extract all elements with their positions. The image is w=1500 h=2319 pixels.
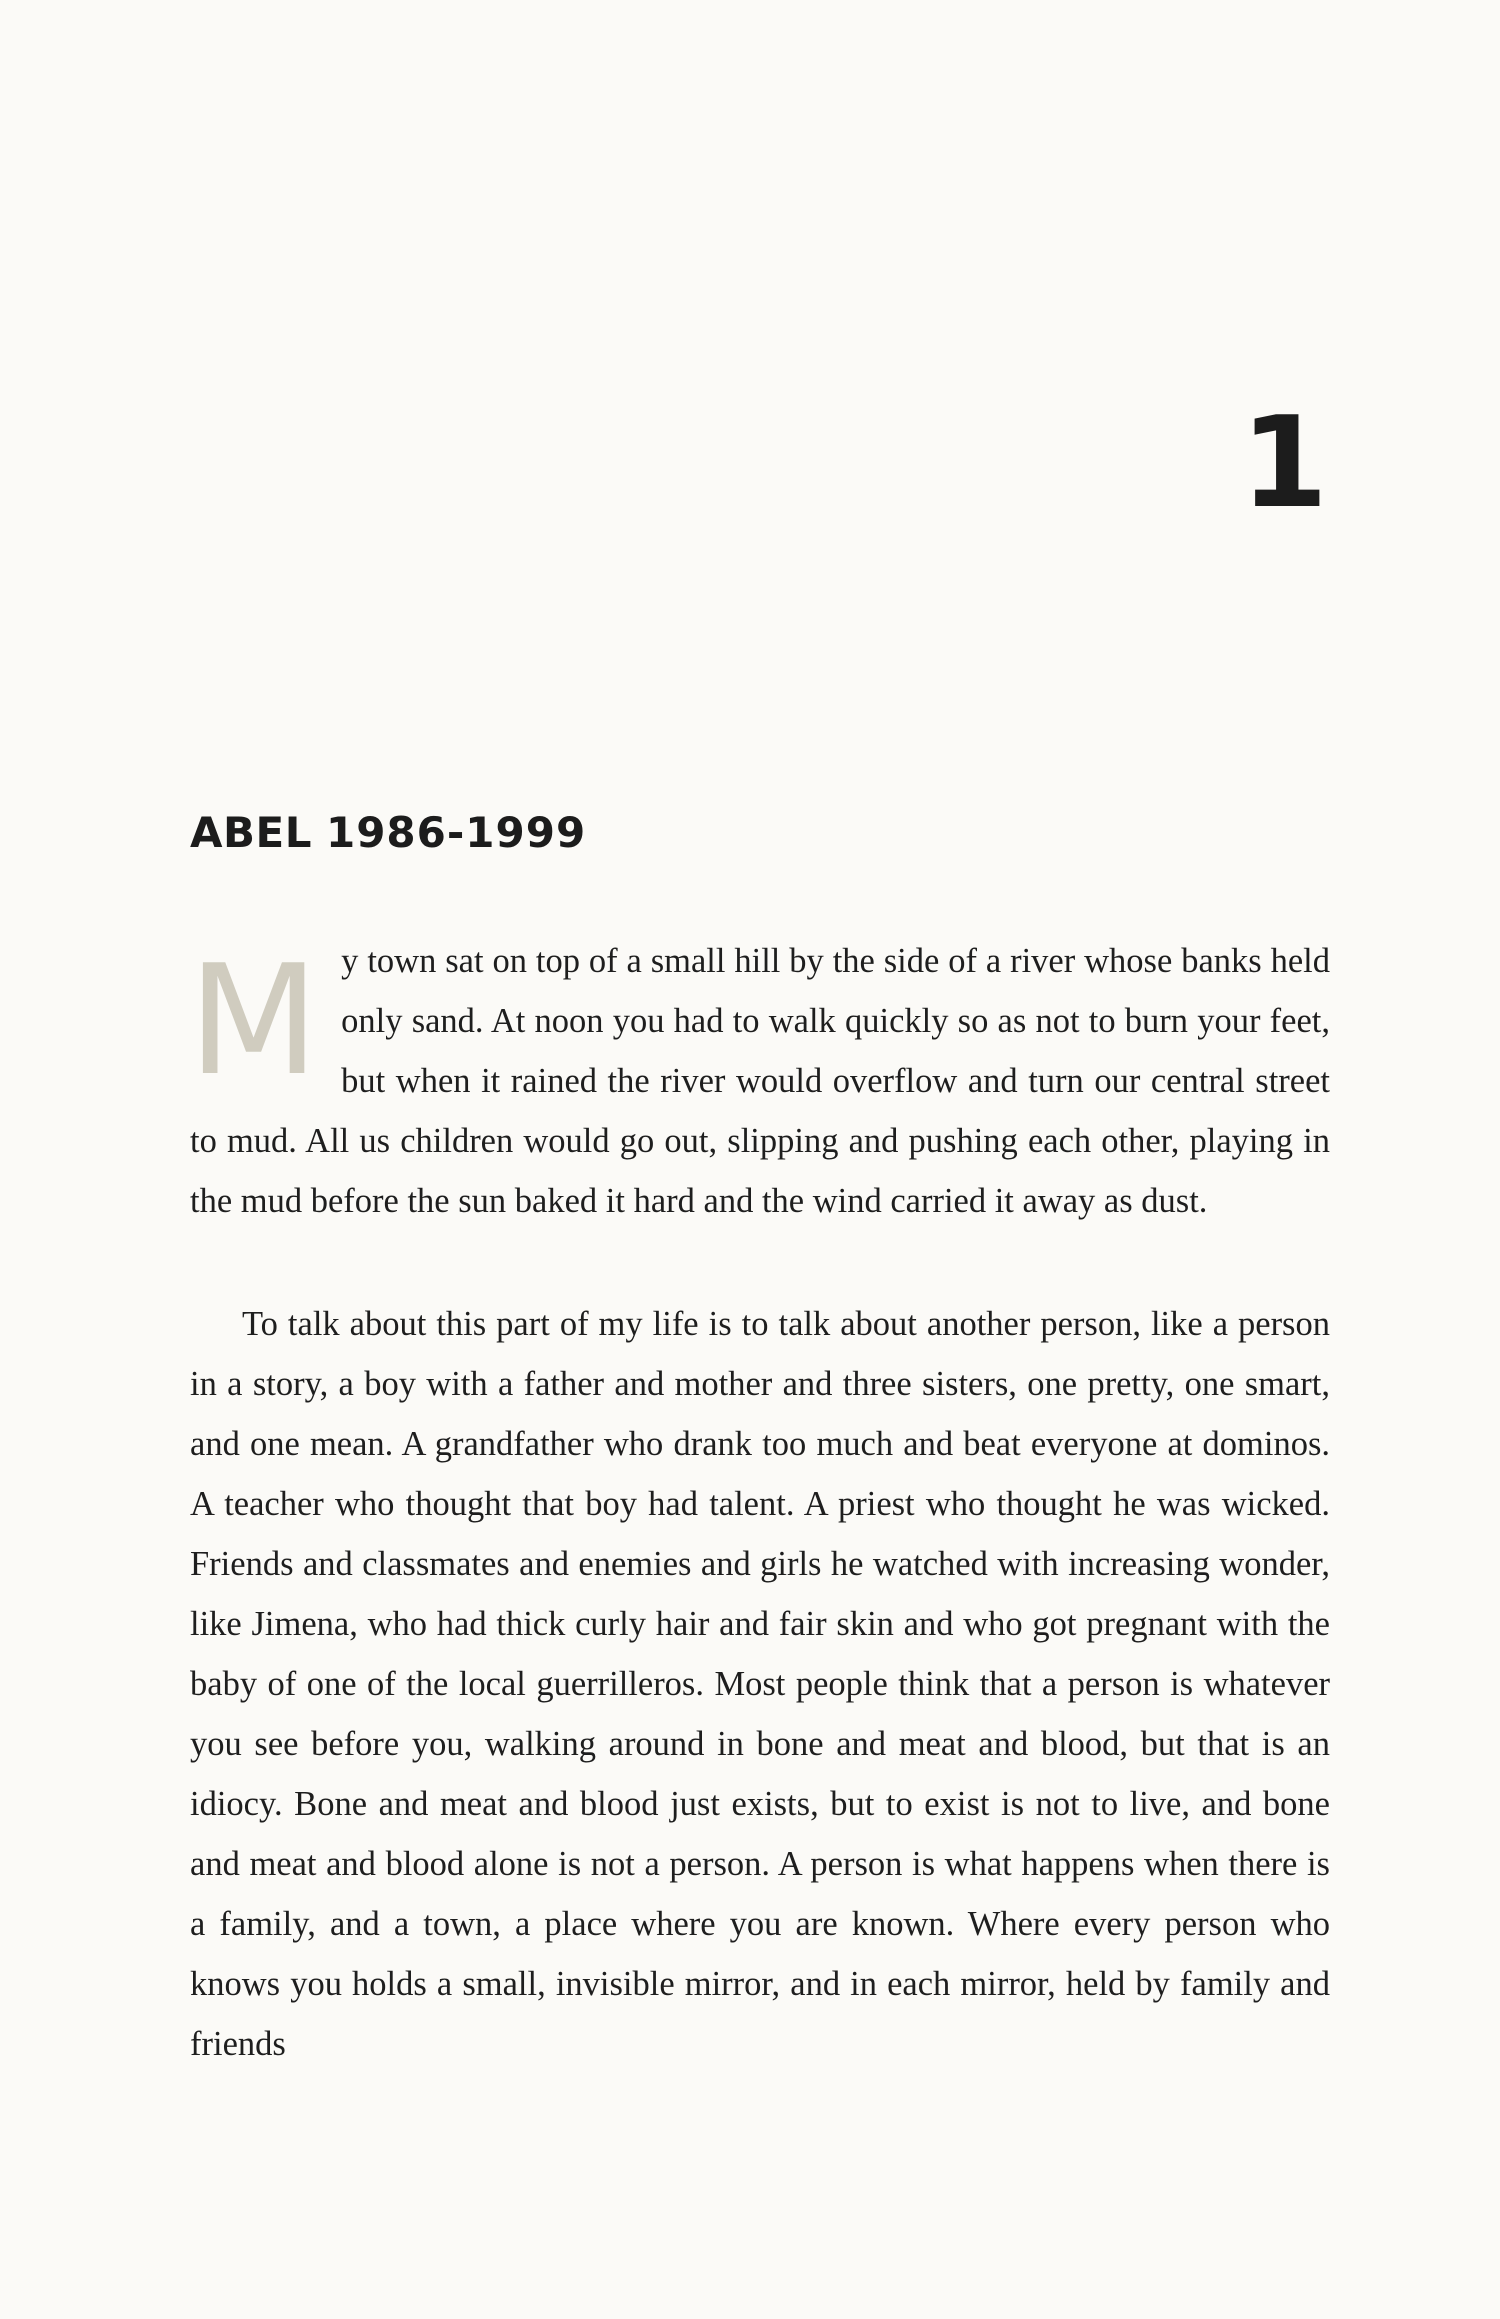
paragraph-2: To talk about this part of my life is to talk about another person, like a person in a story, a boy with a father and mother and three sisters, one pretty, one smart, and one mean. A grandfather who drank too much and beat everyone at dominos. A teacher who thought that boy had talent. A priest who thought he was wicked. Friends and classmates and enemies and girls he watched with increasing wonder, like Jimena, who had thick curly hair and fair skin and who got pregnant with the baby of one of the local guerrilleros. Most people think that a person is whatever you see before you, walking around in bone and meat and blood, but that is an idiocy. Bone and meat and blood just exists, but to exist is not to live, and bone and meat and blood alone is not a person. A person is what happens when there is a family, and a town, a place where you are known. Where every person who knows you holds a small, invisible mirror, and in each mirror, held by family and friends bbox=[190, 1305, 1330, 2063]
paragraph-1 bbox=[190, 931, 1330, 1231]
paragraph-1-text: y town sat on top of a small hill by the side of a river whose banks held only sand. At noon you had to walk quickly so as not to burn your feet, but when it rained the river would overflow and turn our central street to mud. All us children would go out, slipping and pushing each other, playing in the mud before the sun baked it hard and the wind carried it away as dust. bbox=[190, 942, 1330, 1220]
chapter-heading bbox=[190, 808, 587, 857]
drop-cap: M bbox=[188, 932, 320, 1109]
chapter-years: 1986-1999 bbox=[325, 808, 587, 857]
chapter-narrator-name: ABEL bbox=[190, 808, 312, 857]
chapter-number: 1 bbox=[1240, 389, 1328, 536]
